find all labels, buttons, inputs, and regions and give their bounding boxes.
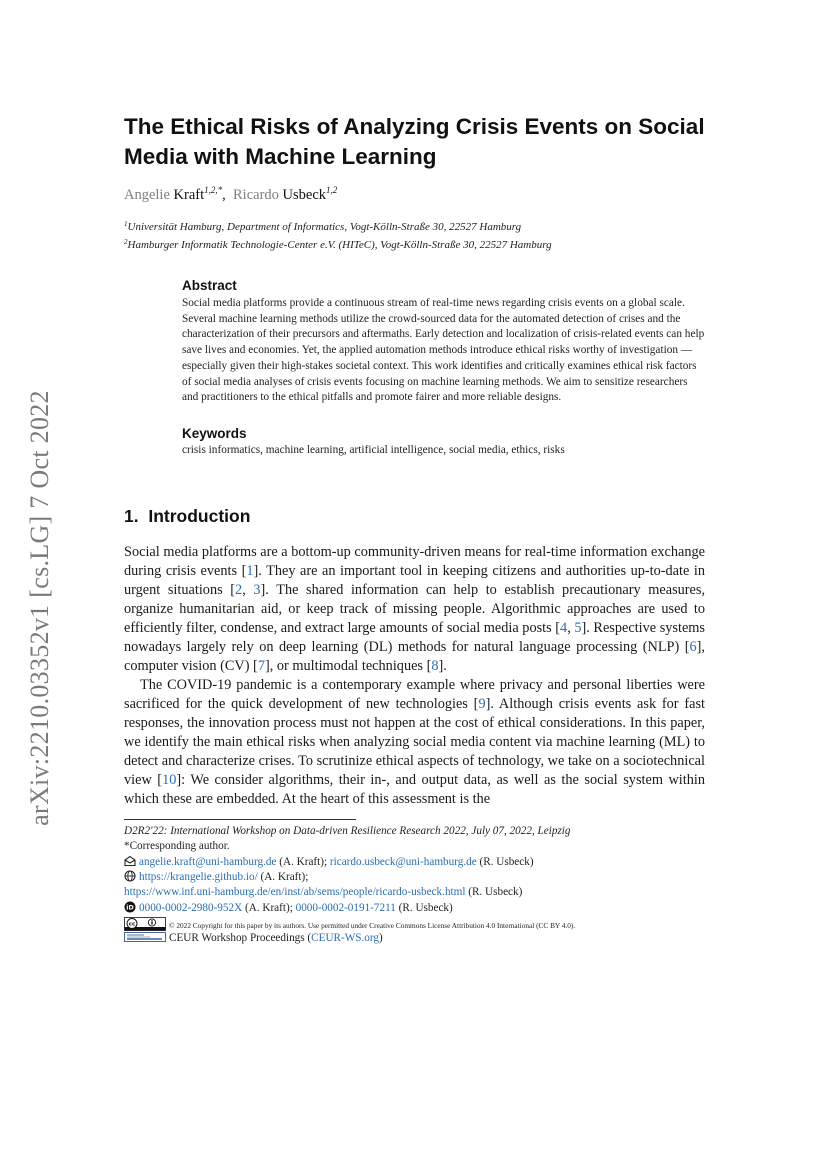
text-run: ]. They are an important tool in keeping citizens and authorities up-to-date in urgent situations [: [124, 563, 705, 598]
arxiv-identifier-stamp: [20, 373, 60, 843]
text-run: ]. Although crisis events ask for fast responses, the innovation process must not happen at the cost of ethical considerations. In this paper, we identify the main ethical risks when analyzing social media content via machine learning (ML) to detect and characterize crises. To scrutinize ethical aspects of technology, we take on a sociotechnical view [: [124, 696, 706, 788]
footnote-corresponding: *Corresponding author.: [124, 840, 230, 852]
keywords-heading: Keywords: [182, 426, 247, 441]
section-number: 1.: [124, 506, 139, 526]
paragraph: [124, 676, 705, 809]
orcid-link[interactable]: 0000-0002-2980-952X: [139, 902, 243, 914]
citation-link[interactable]: 8: [431, 658, 439, 674]
abstract-text: Social media platforms provide a continuous stream of real-time news regarding crisis events on a global scale. Several machine learning methods utilize the crowd-sourced data for the automated detection of crises and the characterization of their precursors and aftermaths. Early detection and localization of crisis-related events can help save lives and economies. Yet, the applied automation methods introduce ethical risks worthy of investigation — especially given their high-stakes societal context. This work identifies and critically examines ethical risk factors of social media analyses of crisis events focusing on machine learning methods. We aim to sensitize researchers and practitioners to the ethical pitfalls and promote fairer and more reliable designs.: [182, 297, 705, 404]
author-marks: 1,2,*: [204, 185, 223, 195]
homepage-link[interactable]: https://krangelie.github.io/: [139, 871, 258, 883]
arxiv-identifier-text: arXiv:2210.03352v1 [cs.LG] 7 Oct 2022: [25, 390, 54, 826]
email-link[interactable]: ricardo.usbeck@uni-hamburg.de: [329, 856, 477, 868]
text-run: ,: [242, 582, 254, 598]
citation-link[interactable]: 6: [689, 639, 697, 655]
text-run: ,: [567, 620, 575, 636]
section-heading: [124, 506, 250, 527]
orcid-icon: [124, 901, 136, 913]
text-run: ], computer vision (CV) [: [124, 639, 705, 674]
ceur-link[interactable]: CEUR-WS.org: [311, 932, 380, 944]
author-name: Angelie Kraft$^{1,2,*}$: [124, 185, 223, 203]
footnote-workshop: D2R2'22: International Workshop on Data-driven Resilience Research 2022, July 07, 2022, Leipzig: [124, 825, 571, 837]
text-run: The COVID-19 pandemic is a contemporary example where privacy and personal liberties were sacrificed for the quick development of new technologies [: [124, 677, 705, 712]
abstract-heading: Abstract: [182, 278, 237, 293]
svg-text:iD: iD: [126, 903, 134, 912]
paragraph: [124, 543, 705, 676]
footnote-license: [124, 917, 575, 931]
keywords-text: crisis informatics, machine learning, artificial intelligence, social media, ethics, risks: [182, 444, 565, 456]
license-text: © 2022 Copyright for this paper by its authors. Use permitted under Creative Commons License Attribution 4.0 International (CC BY 4.0).: [169, 921, 576, 930]
section-title: Introduction: [148, 506, 251, 526]
footnote-web2: https://www.inf.uni-hamburg.de/en/inst/ab/sems/people/ricardo-usbeck.html (R. Usbeck): [124, 886, 523, 898]
text-run: Social media platforms are a bottom-up community-driven means for real-time information exchange during crisis events [: [124, 544, 705, 579]
text-run: ]: We consider algorithms, their in-, and output data, as well as the social system within which these are embedded. At the heart of this assessment is the: [124, 772, 705, 807]
author-name: Ricardo Usbeck$^{1,2}$: [233, 185, 338, 203]
citation-link[interactable]: 3: [253, 582, 261, 598]
citation-link[interactable]: 9: [478, 696, 486, 712]
paper-title: The Ethical Risks of Analyzing Crisis Events on Social Media with Machine Learning: [124, 114, 705, 169]
ceur-logo-icon: [124, 932, 166, 942]
email-link[interactable]: angelie.kraft@uni-hamburg.de: [139, 856, 277, 868]
author-marks: 1,2: [326, 185, 338, 195]
homepage-link[interactable]: https://www.inf.uni-hamburg.de/en/inst/ab/sems/people/ricardo-usbeck.html: [124, 886, 466, 898]
text-run: ].: [438, 658, 447, 674]
author-list: Angelie Kraft$^{1,2,*}$, Ricardo Usbeck$^{1,2}$: [124, 185, 338, 203]
citation-link[interactable]: 5: [574, 620, 582, 636]
affiliation: $^1$Universität Hamburg, Department of Informatics, Vogt-Kölln-Straße 30, 22527 Hamburg: [124, 220, 522, 233]
section-body: [124, 543, 705, 809]
citation-link[interactable]: 2: [235, 582, 243, 598]
text-run: ]. The shared information can help to establish precautionary measures, organize humanitarian aid, or keep track of missing people. Algorithmic approaches are used to efficiently filter, condense, and extract large amounts of social media posts [: [124, 582, 706, 636]
footnote-ceur: CEUR Workshop Proceedings (CEUR-WS.org): [124, 932, 383, 944]
affiliation: $^2$Hamburger Informatik Technologie-Center e.V. (HITeC), Vogt-Kölln-Straße 30, 22527 Hamburg: [124, 238, 552, 251]
globe-icon: [124, 870, 136, 882]
footnote-orcid: iD 0000-0002-2980-952X (A. Kraft); 0000-0002-0191-7211 (R. Usbeck): [124, 901, 453, 914]
citation-link[interactable]: 1: [246, 563, 254, 579]
footnote-web1: https://krangelie.github.io/ (A. Kraft);: [124, 870, 308, 883]
orcid-link[interactable]: 0000-0002-0191-7211: [295, 902, 396, 914]
citation-link[interactable]: 10: [162, 772, 177, 788]
envelope-icon: [124, 855, 136, 867]
citation-link[interactable]: 7: [257, 658, 265, 674]
svg-text:cc: cc: [128, 921, 136, 928]
text-run: ]. Respective systems nowadays largely rely on deep learning (DL) methods for natural language processing (NLP) [: [124, 620, 705, 655]
citation-link[interactable]: 4: [560, 620, 568, 636]
text-run: ], or multimodal techniques [: [264, 658, 432, 674]
cc-by-license-icon: [124, 917, 166, 931]
footnote-emails: angelie.kraft@uni-hamburg.de (A. Kraft); ricardo.usbeck@uni-hamburg.de (R. Usbeck): [124, 855, 534, 868]
footnote-rule: [124, 819, 356, 820]
